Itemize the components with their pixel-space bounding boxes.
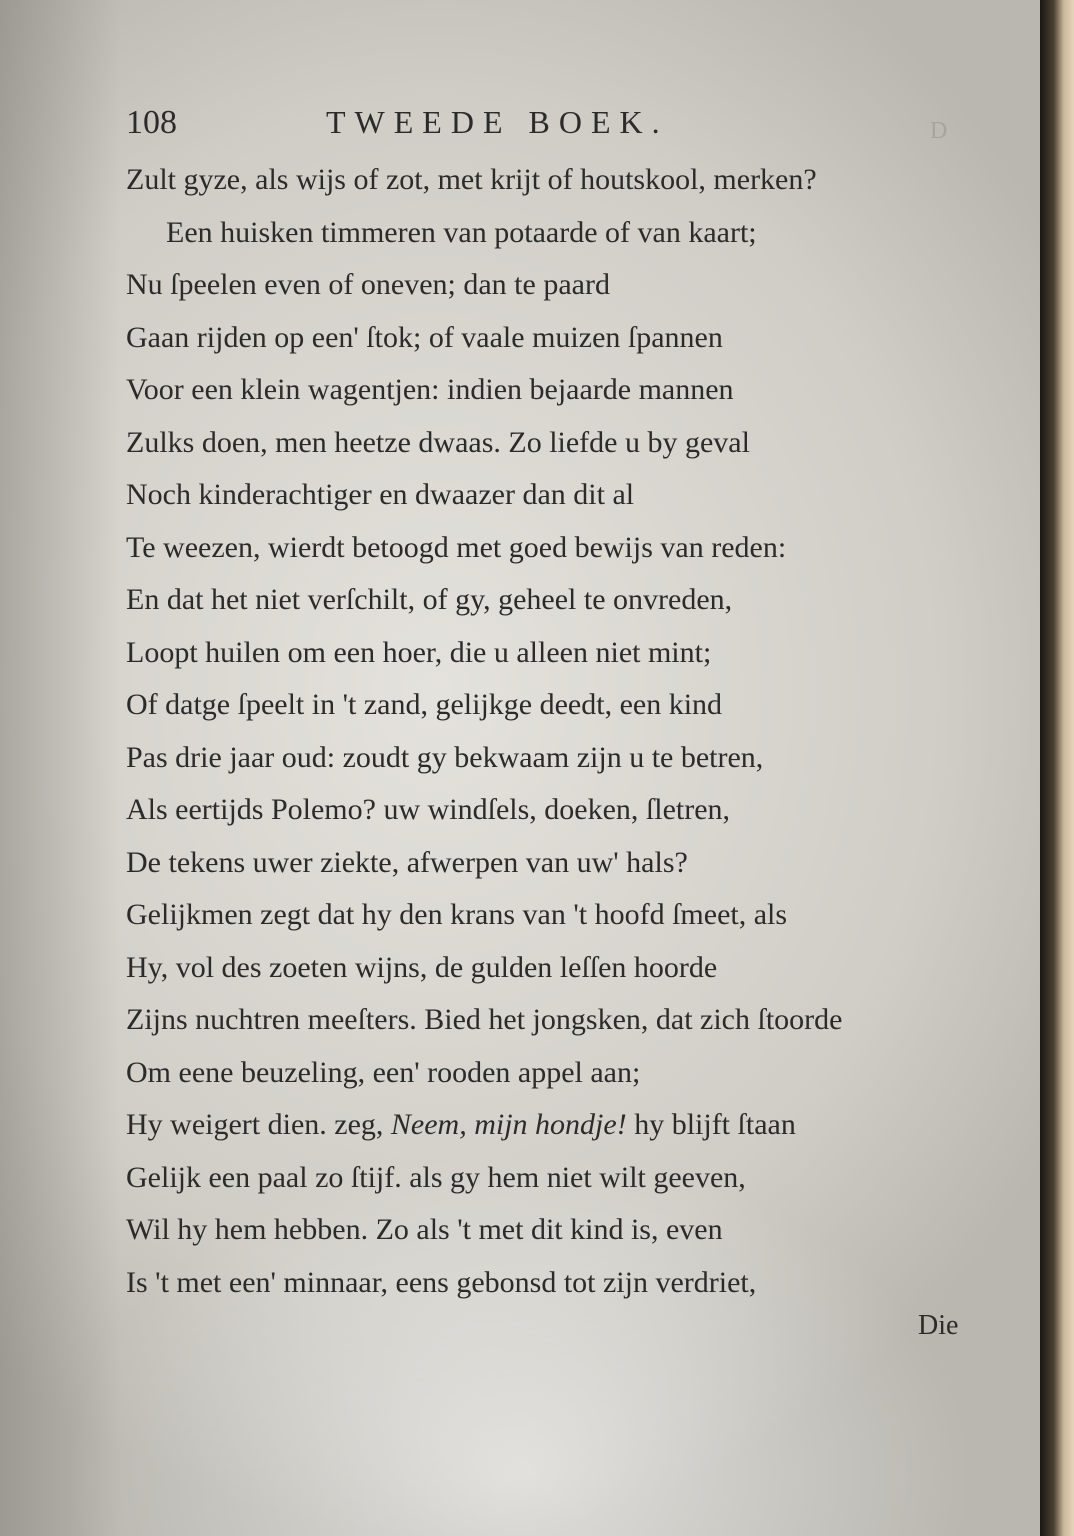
verse-line: Om eene beuzeling, een' rooden appel aan;	[126, 1055, 641, 1089]
verse-line: Als eertijds Polemo? uw windſels, doeken, ſletren,	[126, 793, 731, 826]
book-gutter	[1040, 0, 1074, 1536]
verse-line: En dat het niet verſchilt, of gy, geheel te onvreden,	[126, 583, 733, 616]
show-through-text: D	[930, 118, 948, 144]
verse-line: Noch kinderachtiger en dwaazer dan dit al	[126, 478, 635, 511]
catchword: Die	[918, 1310, 959, 1341]
verse-line: Zijns nuchtren meeſters. Bied het jongsken, dat zich ſtoorde	[126, 1003, 843, 1036]
verse-line: De tekens uwer ziekte, afwerpen van uw' hals?	[126, 845, 688, 879]
verse-line: Is 't met een' minnaar, eens gebonsd tot zijn verdriet,	[126, 1265, 757, 1299]
verse-line: Te weezen, wierdt betoogd met goed bewijs van reden:	[126, 530, 787, 564]
verse-line: Gaan rijden op een' ſtok; of vaale muizen ſpannen	[126, 320, 723, 354]
verse-line: Loopt huilen om een hoer, die u alleen niet mint;	[126, 635, 712, 669]
verse-segment: hy blijft ſtaan	[626, 1108, 796, 1141]
verse-lines	[126, 154, 976, 1309]
verse-line: Zult gyze, als wijs of zot, met krijt of houtskool, merken?	[126, 163, 817, 196]
verse-line	[126, 1099, 976, 1152]
page-header	[126, 104, 976, 154]
verse-line: Nu ſpeelen even of oneven; dan te paard	[126, 268, 610, 301]
verse-segment: Hy weigert dien. zeg,	[126, 1108, 391, 1141]
verse-line: Wil hy hem hebben. Zo als 't met dit kind is, even	[126, 1213, 723, 1246]
verse-line: Of datge ſpeelt in 't zand, gelijkge deedt, een kind	[126, 688, 723, 721]
verse-line: Pas drie jaar oud: zoudt gy bekwaam zijn u te betren,	[126, 740, 764, 774]
verse-italic-segment: Neem, mijn hondje!	[390, 1108, 627, 1141]
verse-line: Gelijkmen zegt dat hy den krans van 't hoofd ſmeet, als	[126, 898, 788, 931]
verse-line: Zulks doen, men heetze dwaas. Zo liefde u by geval	[126, 425, 750, 459]
verse-line: Voor een klein wagentjen: indien bejaarde mannen	[126, 373, 734, 406]
page-number: 108	[126, 104, 177, 141]
text-block	[126, 104, 976, 1309]
verse-line: Gelijk een paal zo ſtijf. als gy hem niet wilt geeven,	[126, 1160, 746, 1194]
running-head: TWEEDE BOEK.	[326, 104, 669, 140]
verse-line: Hy, vol des zoeten wijns, de gulden leſſen hoorde	[126, 950, 718, 984]
verse-line: Een huisken timmeren van potaarde of van kaart;	[166, 215, 757, 249]
